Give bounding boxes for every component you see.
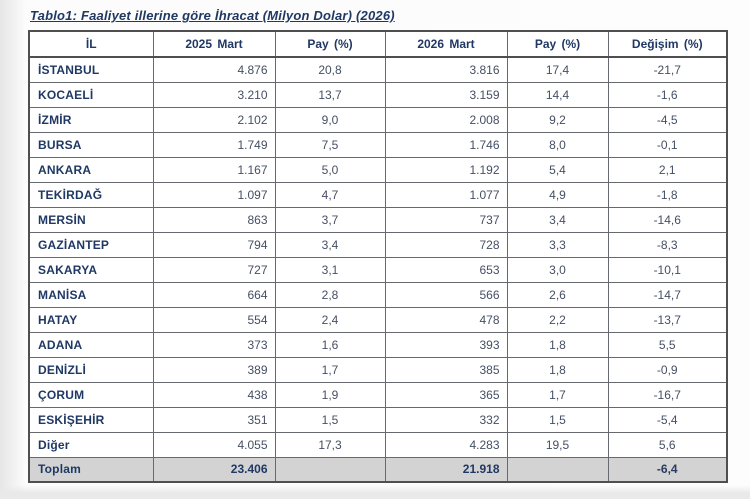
value-2026-cell: 1.192 (385, 157, 507, 182)
city-cell: SAKARYA (29, 257, 153, 282)
value-2026-cell: 365 (385, 382, 507, 407)
table-row (29, 157, 727, 182)
city-cell: ADANA (29, 332, 153, 357)
value-2025-cell: 351 (153, 407, 275, 432)
value-2026-cell: 4.283 (385, 432, 507, 457)
degisim-cell: -21,7 (608, 57, 727, 82)
pay-2025-cell: 1,5 (275, 407, 385, 432)
table-row (29, 107, 727, 132)
value-2025-cell: 794 (153, 232, 275, 257)
header-cell-pay-2026: Pay (%) (507, 31, 608, 57)
degisim-cell: -0,1 (608, 132, 727, 157)
header-cell-2025-mart: 2025 Mart (153, 31, 275, 57)
degisim-cell: -1,8 (608, 182, 727, 207)
total-2025-cell: 23.406 (153, 457, 275, 482)
pay-2025-cell: 3,4 (275, 232, 385, 257)
table-row (29, 82, 727, 107)
degisim-cell: -0,9 (608, 357, 727, 382)
degisim-cell: -13,7 (608, 307, 727, 332)
header-cell-il: İL (29, 31, 153, 57)
city-cell: Diğer (29, 432, 153, 457)
table-title: Tablo1: Faaliyet illerine göre İhracat (Milyon Dolar) (2026) (30, 8, 395, 23)
table-row (29, 282, 727, 307)
table-body (29, 57, 727, 457)
pay-2025-cell: 3,7 (275, 207, 385, 232)
value-2026-cell: 2.008 (385, 107, 507, 132)
pay-2025-cell: 5,0 (275, 157, 385, 182)
header-cell-2026-mart: 2026 Mart (385, 31, 507, 57)
city-cell: GAZİANTEP (29, 232, 153, 257)
city-cell: DENİZLİ (29, 357, 153, 382)
pay-2025-cell: 3,1 (275, 257, 385, 282)
value-2025-cell: 1.749 (153, 132, 275, 157)
header-cell-degisim: Değişim (%) (608, 31, 727, 57)
table-row (29, 307, 727, 332)
value-2026-cell: 1.077 (385, 182, 507, 207)
degisim-cell: -16,7 (608, 382, 727, 407)
table-row (29, 257, 727, 282)
pay-2026-cell: 9,2 (507, 107, 608, 132)
pay-2025-cell: 4,7 (275, 182, 385, 207)
pay-2026-cell: 8,0 (507, 132, 608, 157)
degisim-cell: -10,1 (608, 257, 727, 282)
value-2026-cell: 3.159 (385, 82, 507, 107)
value-2025-cell: 2.102 (153, 107, 275, 132)
degisim-cell: 5,6 (608, 432, 727, 457)
table-row (29, 432, 727, 457)
city-cell: HATAY (29, 307, 153, 332)
degisim-cell: -14,7 (608, 282, 727, 307)
value-2026-cell: 478 (385, 307, 507, 332)
value-2025-cell: 727 (153, 257, 275, 282)
total-pay-2026-cell (507, 457, 608, 482)
header-cell-pay-2025: Pay (%) (275, 31, 385, 57)
pay-2026-cell: 2,2 (507, 307, 608, 332)
degisim-cell: -8,3 (608, 232, 727, 257)
total-label-cell: Toplam (29, 457, 153, 482)
city-cell: TEKİRDAĞ (29, 182, 153, 207)
total-2026-cell: 21.918 (385, 457, 507, 482)
value-2025-cell: 4.055 (153, 432, 275, 457)
pay-2026-cell: 14,4 (507, 82, 608, 107)
city-cell: BURSA (29, 132, 153, 157)
pay-2026-cell: 3,3 (507, 232, 608, 257)
pay-2026-cell: 3,4 (507, 207, 608, 232)
value-2026-cell: 737 (385, 207, 507, 232)
value-2025-cell: 1.167 (153, 157, 275, 182)
pay-2025-cell: 2,4 (275, 307, 385, 332)
value-2026-cell: 393 (385, 332, 507, 357)
pay-2025-cell: 1,7 (275, 357, 385, 382)
table-row (29, 132, 727, 157)
city-cell: MERSİN (29, 207, 153, 232)
pay-2026-cell: 1,8 (507, 332, 608, 357)
export-table (28, 30, 728, 483)
table-row (29, 332, 727, 357)
value-2025-cell: 863 (153, 207, 275, 232)
table-row (29, 407, 727, 432)
city-cell: MANİSA (29, 282, 153, 307)
total-degisim-cell: -6,4 (608, 457, 727, 482)
header-row (29, 31, 727, 57)
value-2026-cell: 566 (385, 282, 507, 307)
pay-2026-cell: 1,5 (507, 407, 608, 432)
table-row (29, 57, 727, 82)
pay-2026-cell: 5,4 (507, 157, 608, 182)
value-2026-cell: 385 (385, 357, 507, 382)
value-2025-cell: 554 (153, 307, 275, 332)
degisim-cell: 2,1 (608, 157, 727, 182)
degisim-cell: -4,5 (608, 107, 727, 132)
value-2025-cell: 438 (153, 382, 275, 407)
degisim-cell: 5,5 (608, 332, 727, 357)
degisim-cell: -5,4 (608, 407, 727, 432)
value-2026-cell: 1.746 (385, 132, 507, 157)
pay-2026-cell: 1,7 (507, 382, 608, 407)
city-cell: ANKARA (29, 157, 153, 182)
value-2025-cell: 4.876 (153, 57, 275, 82)
table-row (29, 357, 727, 382)
pay-2025-cell: 1,9 (275, 382, 385, 407)
pay-2025-cell: 13,7 (275, 82, 385, 107)
value-2025-cell: 389 (153, 357, 275, 382)
degisim-cell: -1,6 (608, 82, 727, 107)
pay-2026-cell: 3,0 (507, 257, 608, 282)
value-2025-cell: 373 (153, 332, 275, 357)
city-cell: İSTANBUL (29, 57, 153, 82)
value-2025-cell: 1.097 (153, 182, 275, 207)
table-row (29, 382, 727, 407)
pay-2025-cell: 7,5 (275, 132, 385, 157)
pay-2026-cell: 1,8 (507, 357, 608, 382)
pay-2025-cell: 1,6 (275, 332, 385, 357)
pay-2026-cell: 17,4 (507, 57, 608, 82)
value-2025-cell: 664 (153, 282, 275, 307)
table-row (29, 182, 727, 207)
city-cell: İZMİR (29, 107, 153, 132)
pay-2025-cell: 17,3 (275, 432, 385, 457)
pay-2026-cell: 2,6 (507, 282, 608, 307)
pay-2026-cell: 19,5 (507, 432, 608, 457)
value-2026-cell: 332 (385, 407, 507, 432)
total-row (29, 457, 727, 482)
table-row (29, 232, 727, 257)
pay-2025-cell: 20,8 (275, 57, 385, 82)
pay-2026-cell: 4,9 (507, 182, 608, 207)
table-row (29, 207, 727, 232)
city-cell: ESKİŞEHİR (29, 407, 153, 432)
total-pay-2025-cell (275, 457, 385, 482)
city-cell: ÇORUM (29, 382, 153, 407)
value-2025-cell: 3.210 (153, 82, 275, 107)
value-2026-cell: 3.816 (385, 57, 507, 82)
degisim-cell: -14,6 (608, 207, 727, 232)
city-cell: KOCAELİ (29, 82, 153, 107)
pay-2025-cell: 9,0 (275, 107, 385, 132)
value-2026-cell: 653 (385, 257, 507, 282)
value-2026-cell: 728 (385, 232, 507, 257)
pay-2025-cell: 2,8 (275, 282, 385, 307)
